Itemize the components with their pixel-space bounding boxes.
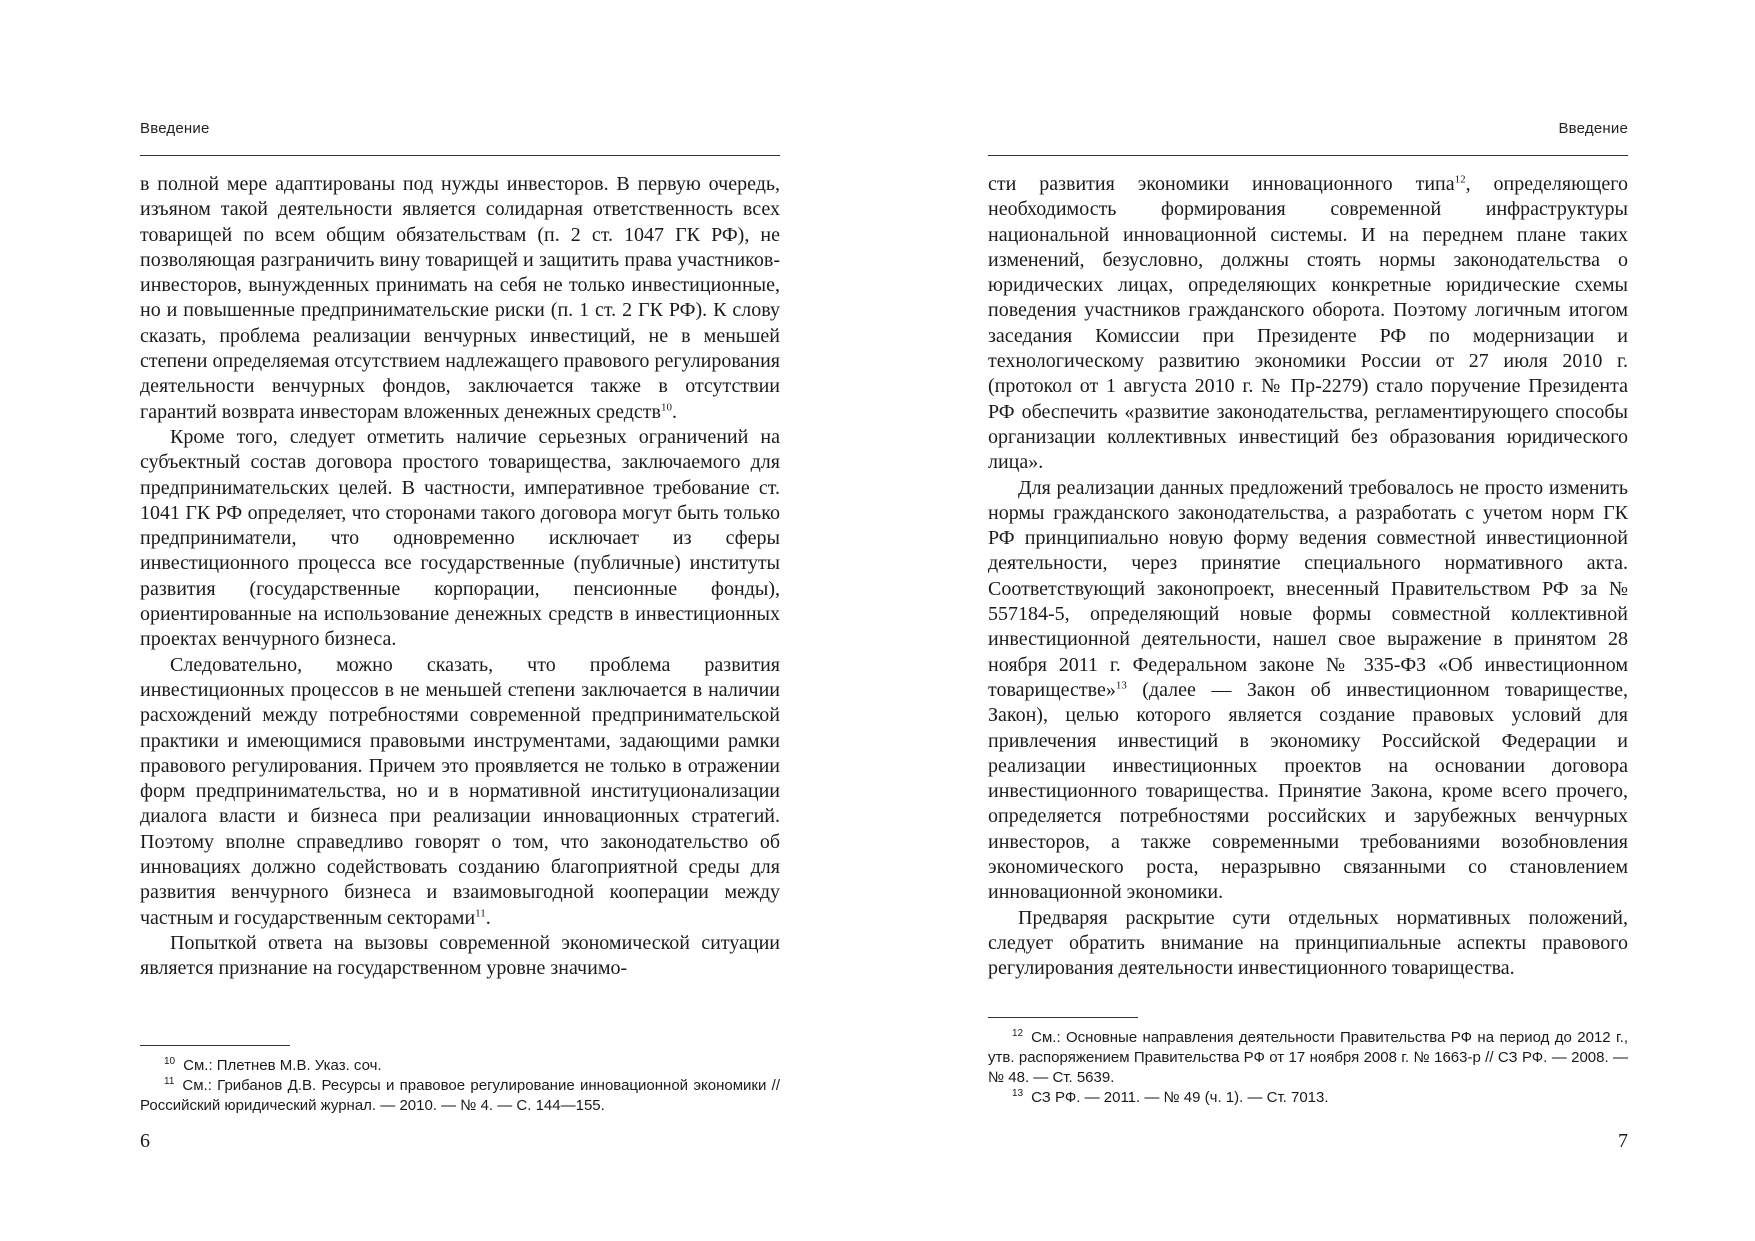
footnote-rule (988, 1017, 1138, 1018)
footnotes (140, 1045, 780, 1116)
footnote-text: СЗ РФ. — 2011. — № 49 (ч. 1). — Ст. 7013. (1031, 1089, 1329, 1106)
footnote-ref[interactable]: 11 (475, 906, 486, 919)
paragraph: Предваряя раскрытие сути отдельных нормативных положений, следует обратить внимание на принципиальные аспекты правового регулирования деятельности инвестиционного товарищества. (988, 906, 1628, 980)
footnote-ref[interactable]: 13 (1115, 679, 1127, 692)
footnote-number: 11 (164, 1076, 175, 1087)
right-page (988, 0, 1628, 1241)
paragraph: Следовательно, можно сказать, что проблема развития инвестиционных процессов в не меньшей степени заключается в наличии расхождений между потребностями современной предпринимательской практики и имеющимися правовыми инструментами, задающими рамки правового регулирования. Причем это проявляется не только в отражении форм предпринимательства, но и в нормативной институционализации диалога власти и бизнеса при реализации инновационных стратегий. Поэтому вполне справедливо говорят о том, что законодательство об инновациях должно содействовать созданию благоприятной среды для развития венчурного бизнеса и взаимовыгодной кооперации между частным и государственным секторами$^{11}$. (140, 653, 780, 929)
footnote-ref[interactable]: 12 (1454, 173, 1466, 186)
footnote-number: 10 (164, 1056, 176, 1067)
footnote-text: См.: Грибанов Д.В. Ресурсы и правовое регулирование инновационной экономики // Российский юридический журнал. — 2010. — № 4. — С. 144—155. (140, 1077, 780, 1114)
running-head: Введение (140, 120, 210, 137)
footnote-ref[interactable]: 10 (660, 401, 672, 414)
header-rule (988, 155, 1628, 156)
footnote-text: См.: Плетнев М.В. Указ. соч. (183, 1057, 382, 1074)
header-rule (140, 155, 780, 156)
body-text (988, 172, 1628, 982)
footnote (140, 1076, 780, 1116)
page-number: 6 (140, 1130, 150, 1152)
footnotes (988, 1017, 1628, 1108)
running-head: Введение (1558, 120, 1628, 137)
paragraph: Попыткой ответа на вызовы современной экономической ситуации является признание на государственном уровне значимо- (140, 931, 780, 980)
footnote-rule (140, 1045, 290, 1046)
left-page (140, 0, 780, 1241)
footnote (140, 1056, 780, 1076)
page-number: 7 (1618, 1130, 1628, 1152)
footnote-number: 13 (1012, 1088, 1024, 1099)
paragraph: Для реализации данных предложений требовалось не просто изменить нормы гражданского законодательства, а разработать с учетом норм ГК РФ принципиально новую форму ведения совместной инвестиционной деятельности, через принятие специального нормативного акта. Соответствующий законопроект, внесенный Правительством РФ за № 557184-5, определяющий новые формы совместной коллективной инвестиционной деятельности, нашел свое выражение в принятом 28 ноября 2011 г. Федеральном законе № 335-ФЗ «Об инвестиционном товариществе»$^{13}$ (далее — Закон об инвестиционном товариществе, Закон), целью которого является создание правовых условий для привлечения инвестиций в экономику Российской Федерации и реализации инвестиционных проектов на основании договора инвестиционного товарищества. Принятие Закона, кроме всего прочего, определяется потребностями российских и зарубежных венчурных инвесторов, а также современными требованиями возобновления экономического роста, неразрывно связанными со становлением инновационной экономики. (988, 476, 1628, 904)
paragraph: сти развития экономики инновационного типа$^{12}$, определяющего необходимость формирования современной инфраструктуры национальной инновационной системы. И на переднем плане таких изменений, безусловно, должны стоять нормы законодательства о юридических лицах, определяющих конкретные юридические схемы поведения участников гражданского оборота. Поэтому логичным итогом заседания Комиссии при Президенте РФ по модернизации и технологическому развитию экономики России от 27 июля 2010 г. (протокол от 1 августа 2010 г. № Пр-2279) стало поручение Президента РФ обеспечить «развитие законодательства, регламентирующего способы организации коллективных инвестиций без образования юридического лица». (988, 173, 1628, 474)
footnote (988, 1028, 1628, 1088)
footnote-number: 12 (1012, 1028, 1024, 1039)
body-text (140, 172, 780, 982)
paragraph: в полной мере адаптированы под нужды инвесторов. В первую очередь, изъяном такой деятельности является солидарная ответственность всех товарищей по всем общим обязательствам (п. 2 ст. 1047 ГК РФ), не позволяющая разграничить вину товарищей и защитить права участников-инвесторов, вынужденных принимать на себя не только инвестиционные, но и повышенные предпринимательские риски (п. 1 ст. 2 ГК РФ). К слову сказать, проблема реализации венчурных инвестиций, не в меньшей степени определяемая отсутствием надлежащего правового регулирования деятельности венчурных фондов, заключается также в отсутствии гарантий возврата инвесторам вложенных денежных средств$^{10}$. (140, 173, 780, 423)
footnote (988, 1088, 1628, 1108)
paragraph: Кроме того, следует отметить наличие серьезных ограничений на субъектный состав договора простого товарищества, заключаемого для предпринимательских целей. В частности, императивное требование ст. 1041 ГК РФ определяет, что сторонами такого договора могут быть только предприниматели, что одновременно исключает из сферы инвестиционного процесса все государственные (публичные) институты развития (государственные корпорации, пенсионные фонды), ориентированные на использование денежных средств в инвестиционных проектах венчурного бизнеса. (140, 425, 780, 651)
footnote-text: См.: Основные направления деятельности Правительства РФ на период до 2012 г., утв. распоряжением Правительства РФ от 17 ноября 2008 г. № 1663-р // СЗ РФ. — 2008. — № 48. — Ст. 5639. (988, 1029, 1628, 1086)
